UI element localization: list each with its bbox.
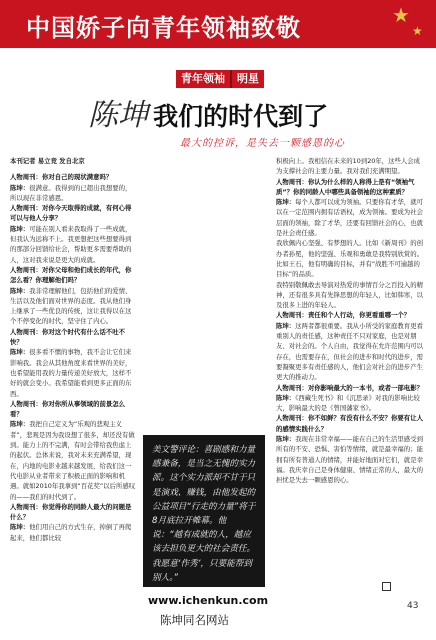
answer-text: 可能在别人看来我取得了一些成就，但我认为远称不上。我更想把这些想要得到的那部分回馈给社会，帮助更多需要帮助的人，这对我来说是更大的成就。 <box>10 224 132 264</box>
speaker-label: 陈坤： <box>276 321 296 330</box>
star-icon: ★ <box>392 3 410 27</box>
interview-answer <box>276 156 426 177</box>
interview-question: 人物周刊：对你影响最大的一本书，或者一部电影？ <box>276 383 423 392</box>
answer-text: 每个人都可以成为领袖。只要你有才华，就可以在一定范围内拥有话语权，成为领袖。要成为社会层面的领袖，除了才华，还要有回馈社会的心，也就是社会责任感。 <box>276 198 423 238</box>
interview-question: 人物周刊：你不如鲜？有没有什么不安？你要有让人的感情实践什么？ <box>276 414 423 433</box>
interview-question: 人物周刊：你认为什么样的人称得上是有“领袖气质”？你的同龄人中哪些具备领袖的这种素质？ <box>276 177 415 196</box>
column-tag <box>176 70 264 88</box>
speaker-label: 陈坤： <box>276 393 296 402</box>
speaker-label: 陈坤： <box>276 435 296 444</box>
subheadline: 最大的控诉，是失去一颗感恩的心 <box>180 138 345 149</box>
interview-question: 人物周刊：你对自己的现状满意吗？ <box>10 173 113 182</box>
end-mark-icon <box>382 582 391 591</box>
answer-text: 这两者都很重要。我从小所受的家庭教育更看重别人的责任感，这种责任不只对家庭，也是对朋友、对社会的。个人自由，我觉得在允许范围内可以存在，也需要存在，但社会的进步和时代的进步，需要凝聚更多有责任感的人，他们会对社会的进步产生更大的推动力。 <box>276 321 423 382</box>
headline-name: 陈坤 <box>88 98 148 133</box>
interview-answer <box>276 238 426 279</box>
interview-answer <box>10 224 136 265</box>
speaker-label: 陈坤： <box>10 224 30 233</box>
interview-answer <box>276 197 426 238</box>
speaker-label: 陈坤： <box>276 198 296 207</box>
banner-title: 中国娇子向青年领袖致敬 <box>26 14 301 42</box>
star-icon: ★ <box>412 24 423 38</box>
answer-text: 《西藏生死书》和《沉思录》对我的影响比较大，影响最大的是《曾国藩家书》。 <box>276 393 420 413</box>
answer-text: 我非常理解他们，包括他们的爱情、生活以及他们面对世界的态度。我从他们身上继承了一些优良的传统，这让我得以在这个不停变化的时代，坚守住了内心。 <box>10 286 132 326</box>
answer-text: 很多看不惯的事物，我不会让它们来影响我。我会从其他角度来看世界的美好，也希望能用我的力量传递美好放大，这样不好的就会变小。我希望能看到更多正面的东西。 <box>10 348 132 398</box>
interview-answer <box>10 286 136 327</box>
speaker-label: 陈坤： <box>10 348 30 357</box>
answer-text: 积极向上。我相信在未来的10到20年，这些人会成为支撑社会的主要力量。我对我们充满期望。 <box>276 157 421 176</box>
interview-question: 人物周刊：责任和个人行动，你更看重哪一个？ <box>276 311 411 320</box>
answer-text: 我欣佩内心坚强、有梦想的人。比如《新周刊》的创办者孙冕，他的坚强、乐观和勇敢是我特别欣赏的。比如王石，他有明确的目标，并有“战胜不可逾越的目标”的品质。 <box>276 239 423 279</box>
answer-text: 我特别敬佩敢去导演对热爱的事情百分之百投入的精神，还有很多具有先锋思想的年轻人，比如韩寒，以及很多上进的年轻人。 <box>276 280 423 310</box>
speaker-label: 陈坤： <box>10 183 30 192</box>
page-number: 43 <box>407 601 419 611</box>
answer-text: 很满意。我得到的已超出我想要的，所以现在非常感恩。 <box>10 183 132 202</box>
right-column <box>276 156 426 486</box>
headline <box>88 90 418 133</box>
speaker-label: 陈坤： <box>10 286 30 295</box>
byline: 本刊记者 易立竞 发自北京 <box>10 157 85 165</box>
speaker-label: 陈坤： <box>10 420 30 429</box>
interview-question: 人物周刊：对你今天取得的成就，有何心得可以与他人分享？ <box>10 204 132 223</box>
headline-text: 我们的时代到了 <box>153 102 329 131</box>
interview-answer <box>10 522 136 543</box>
footer-url[interactable]: www.ichenkun.com <box>148 594 269 607</box>
footer-site-name: 陈坤同名网站 <box>160 613 229 627</box>
banner <box>0 0 436 48</box>
interview-answer <box>10 419 136 501</box>
interview-question: 人物周刊：对你父母和他们成长的年代，你怎么看？你理解他们吗？ <box>10 265 132 285</box>
speaker-label: 陈坤： <box>10 523 30 532</box>
interview-answer <box>276 280 426 311</box>
interview-answer <box>10 347 136 398</box>
interview-answer <box>276 393 426 414</box>
interview-answer <box>10 183 136 204</box>
tag-youth-leader: 青年领袖 <box>176 70 230 88</box>
answer-text: 我把自己定义为“乐观的悲观主义者”，悲观是因为我设想了很多，却还没有做到。能力上的不完满，有时会带给我焦虑上的起伏。总体来说，我对未来充满希望，现在，内地的电影业越来越发展，给我们这一代电影从业者带来了积极正面的影响和机遇。就如2010年我拿到“百花奖”以后所感叹的——我们的时代到了。 <box>10 420 136 501</box>
answer-text: 我现在非常幸福——能在自己的生活里感受到所有的不安、恐惧、害怕等情绪，就是最幸福的；能拥有所有普通人的情绪，并能好地面对它们，就是幸福。我庆幸自己是身体健康、情绪正常的人，最大的担忧是失去一颗感恩的心。 <box>276 435 423 485</box>
left-column <box>10 156 136 543</box>
interview-answer <box>276 434 426 485</box>
interview-question: 人物周刊：你觉得你的同龄人最大的问题是什么？ <box>10 502 132 522</box>
answer-text: 他们用自己的方式生存，掉倒了再爬起来，他们都比较 <box>10 523 132 542</box>
interview-question: 人物周刊：你对这个时代有什么话不吐不快？ <box>10 327 126 347</box>
pull-quote: 美文警评论：喜剧感和力量感兼备，是当之无愧的实力派。这个实力派却不甘于只是演戏、赚钱，由他发起的公益项目“行走的力量”将于8月底拉开帷幕。他说：“越有成就的人，越应该去担负更大的社会责任。我愿意‘作秀’，只要能帮到别人。” <box>143 435 265 587</box>
tag-star: 明星 <box>232 70 264 88</box>
interview-question: 人物周刊：你对你所从事领域的前景怎么看？ <box>10 399 126 419</box>
interview-answer <box>276 321 426 383</box>
